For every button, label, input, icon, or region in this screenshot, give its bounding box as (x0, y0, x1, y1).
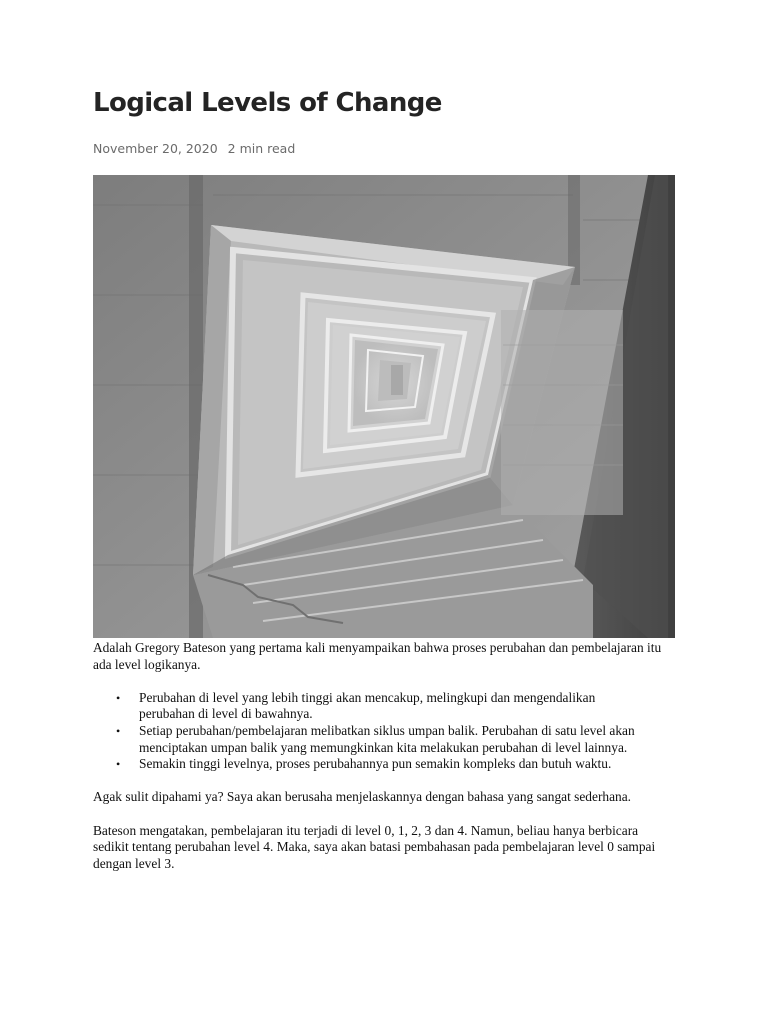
article-meta (93, 141, 295, 156)
staircase-photo (93, 175, 675, 638)
read-time: 2 min read (227, 141, 296, 156)
paragraph: Bateson mengatakan, pembelajaran itu terjadi di level 0, 1, 2, 3 dan 4. Namun, beliau hanya berbicara sedikit tentang perubahan level 4. Maka, saya akan batasi pembahasan pada pembelajaran level 0 sampai dengan level 3. (93, 822, 656, 871)
article-title: Logical Levels of Change (93, 88, 442, 118)
paragraph: Agak sulit dipahami ya? Saya akan berusaha menjelaskannya dengan bahasa yang sangat sederhana. (93, 789, 632, 805)
list-item: • Setiap perubahan/pembelajaran melibatkan siklus umpan balik. Perubahan di satu level akan menciptakan umpan balik yang memungkinkan kita melakukan perubahan di level lainnya. (139, 723, 673, 756)
key-points-list (93, 690, 673, 773)
list-item: • Perubahan di level yang lebih tinggi akan mencakup, melingkupi dan mengendalikan perubahan di level di bawahnya. (139, 690, 673, 723)
publish-date: November 20, 2020 (93, 141, 218, 156)
hero-image-spiral-staircase (93, 175, 675, 638)
list-item: • Semakin tinggi levelnya, proses perubahannya pun semakin kompleks dan butuh waktu. (139, 756, 673, 773)
intro-paragraph: Adalah Gregory Bateson yang pertama kali menyampaikan bahwa proses perubahan dan pembelajaran itu ada level logikanya. (93, 640, 662, 672)
article-body (93, 640, 673, 889)
